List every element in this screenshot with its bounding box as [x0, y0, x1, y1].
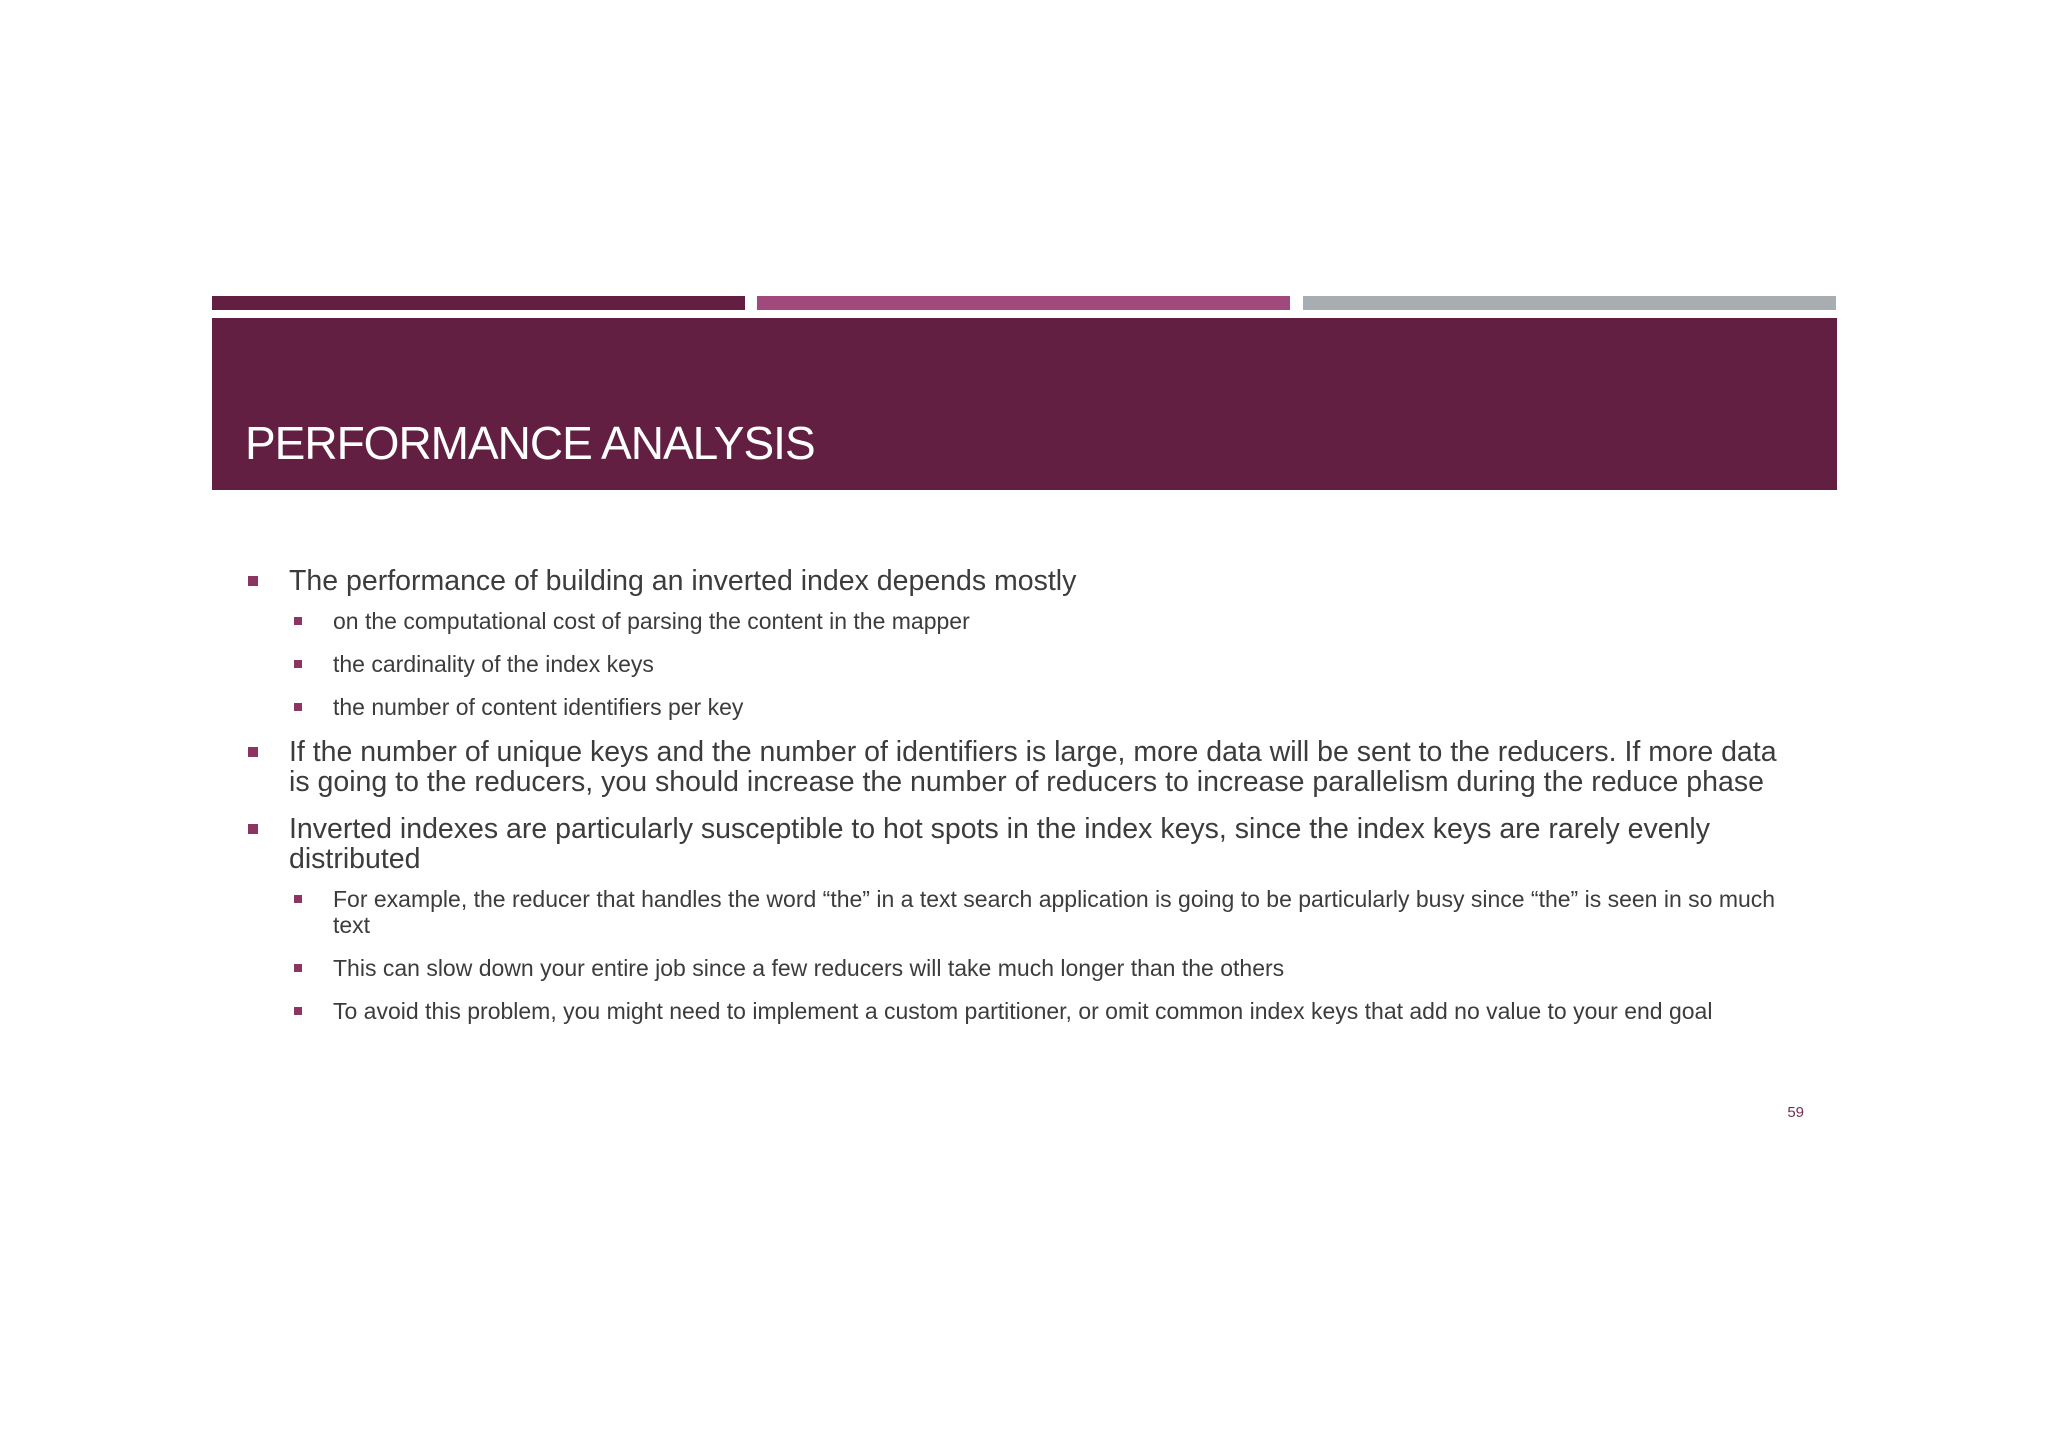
sub-bullet-text: the number of content identifiers per key — [333, 694, 744, 720]
square-bullet-icon — [294, 964, 302, 972]
bullet-item — [244, 737, 1804, 797]
page-number: 59 — [1787, 1104, 1804, 1121]
bullet-item — [244, 566, 1804, 596]
square-bullet-icon — [294, 660, 302, 668]
sub-bullet-item — [291, 998, 1804, 1024]
sub-bullet-item — [291, 608, 1804, 634]
title-band — [212, 318, 1837, 490]
sub-bullet-item — [291, 651, 1804, 677]
sub-bullet-text: For example, the reducer that handles the word “the” in a text search application is going to be particularly busy since “the” is seen in so much text — [333, 886, 1776, 938]
bullet-item — [244, 814, 1804, 874]
slide-body — [244, 566, 1804, 1024]
bullet-text: The performance of building an inverted index depends mostly — [289, 565, 1077, 597]
sub-bullet-item — [291, 886, 1804, 938]
sub-bullet-item — [291, 955, 1804, 981]
slide-title: PERFORMANCE ANALYSIS — [245, 417, 815, 469]
sub-bullet-text: To avoid this problem, you might need to implement a custom partitioner, or omit common index keys that add no value to your end goal — [333, 998, 1713, 1024]
sub-bullet-text: the cardinality of the index keys — [333, 651, 654, 677]
bullet-text: If the number of unique keys and the number of identifiers is large, more data will be sent to the reducers. If more data is going to the reducers, you should increase the number of reducers to increase parallelism during the reduce phase — [289, 736, 1777, 798]
sub-bullet-text: on the computational cost of parsing the content in the mapper — [333, 608, 970, 634]
sub-bullet-text: This can slow down your entire job since a few reducers will take much longer than the others — [333, 955, 1285, 981]
sub-bullet-item — [291, 694, 1804, 720]
square-bullet-icon — [294, 703, 302, 711]
accent-bar-dark — [212, 296, 745, 310]
square-bullet-icon — [294, 617, 302, 625]
square-bullet-icon — [248, 747, 258, 757]
square-bullet-icon — [294, 1007, 302, 1015]
square-bullet-icon — [248, 824, 258, 834]
accent-bar-gray — [1303, 296, 1836, 310]
square-bullet-icon — [248, 576, 258, 586]
bullet-text: Inverted indexes are particularly susceptible to hot spots in the index keys, since the index keys are rarely evenly distributed — [289, 813, 1710, 875]
square-bullet-icon — [294, 895, 302, 903]
accent-bar-mid — [757, 296, 1290, 310]
